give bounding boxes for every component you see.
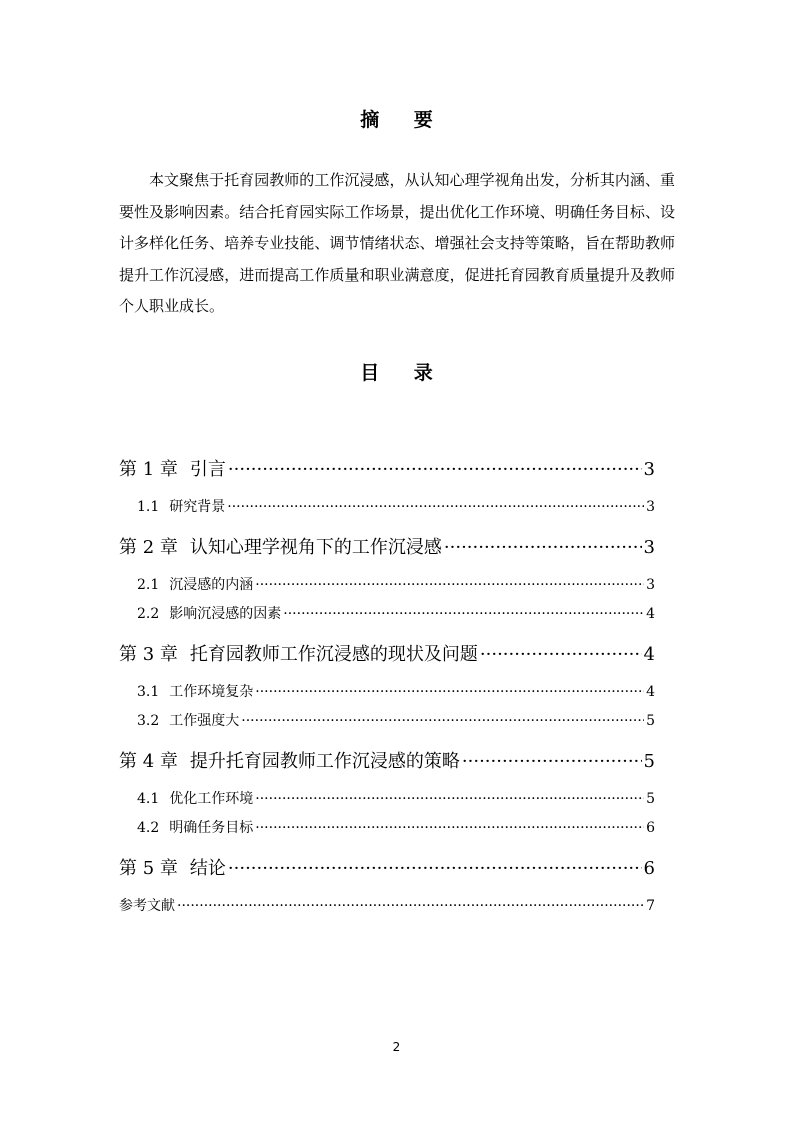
abstract-body: 本文聚焦于托育园教师的工作沉浸感，从认知心理学视角出发，分析其内涵、重要性及影响因素。结合托育园实际工作场景，提出优化工作环境、明确任务目标、设计多样化任务、培养专业技能、调节情绪状态、增强社会支持等策略，旨在帮助教师提升工作沉浸感，进而提高工作质量和职业满意度，促进托育园教育质量提升及教师个人职业成长。 (119, 171, 675, 315)
dot-leader (255, 791, 644, 807)
toc-entry-page: 3 (643, 459, 655, 480)
toc-entry-title: 引言 (189, 459, 226, 480)
dot-leader (228, 858, 642, 879)
toc-entry-page: 6 (646, 820, 655, 836)
dot-leader (255, 577, 644, 593)
toc-entry-number: 4.1 (137, 791, 160, 807)
toc-entry-title: 优化工作环境 (169, 791, 254, 807)
toc-entry-title: 工作强度大 (169, 713, 240, 729)
toc-entry-section-2-2[interactable] (119, 603, 655, 623)
toc-entry-section-2-1[interactable] (119, 574, 655, 594)
dot-leader (241, 713, 644, 729)
toc-entry-page: 4 (643, 644, 655, 665)
toc-entry-references[interactable] (119, 895, 655, 915)
toc-entry-number: 2.2 (137, 606, 160, 622)
toc-entry-title: 明确任务目标 (169, 820, 254, 836)
toc-entry-number: 第 3 章 (119, 644, 178, 665)
toc-entry-page: 3 (646, 499, 655, 515)
toc-entry-number: 第 2 章 (119, 537, 178, 558)
dot-leader (480, 644, 642, 665)
toc-entry-section-3-2[interactable] (119, 710, 655, 730)
dot-leader (283, 606, 644, 622)
toc-entry-page: 5 (646, 791, 655, 807)
toc-entry-page: 4 (646, 606, 655, 622)
toc-entry-page: 5 (643, 751, 655, 772)
toc-entry-page: 5 (646, 713, 655, 729)
page-number: 2 (392, 1040, 401, 1054)
toc-entry-number: 第 5 章 (119, 858, 178, 879)
toc-entry-title: 影响沉浸感的因素 (169, 606, 282, 622)
toc-entry-section-4-1[interactable] (119, 788, 655, 808)
toc-entry-title: 参考文献 (119, 898, 175, 914)
toc-entry-chapter-4[interactable] (119, 747, 655, 773)
dot-leader (462, 751, 642, 772)
toc-entry-number: 2.1 (137, 577, 160, 593)
toc-entry-chapter-5[interactable] (119, 854, 655, 880)
toc-title: 目 录 (360, 362, 447, 384)
toc-entry-section-4-2[interactable] (119, 817, 655, 837)
toc-entry-title: 认知心理学视角下的工作沉浸感 (189, 537, 442, 558)
dot-leader (255, 820, 644, 836)
toc-entry-page: 6 (643, 858, 655, 879)
toc-entry-number: 第 4 章 (119, 751, 178, 772)
toc-entry-page: 3 (643, 537, 655, 558)
toc-entry-title: 沉浸感的内涵 (169, 577, 254, 593)
toc-entry-number: 3.2 (137, 713, 160, 729)
abstract-title: 摘 要 (360, 109, 447, 131)
dot-leader (228, 459, 642, 480)
toc-entry-chapter-3[interactable] (119, 640, 655, 666)
toc-entry-chapter-1[interactable] (119, 455, 655, 481)
toc-entry-page: 7 (646, 898, 655, 914)
toc-entry-number: 1.1 (137, 499, 160, 515)
toc-entry-title: 提升托育园教师工作沉浸感的策略 (189, 751, 460, 772)
toc-entry-number: 第 1 章 (119, 459, 178, 480)
toc-entry-number: 3.1 (137, 684, 160, 700)
toc-entry-number: 4.2 (137, 820, 160, 836)
dot-leader (227, 499, 644, 515)
dot-leader (444, 537, 642, 558)
dot-leader (255, 684, 644, 700)
toc-entry-page: 4 (646, 684, 655, 700)
toc-entry-title: 托育园教师工作沉浸感的现状及问题 (189, 644, 478, 665)
toc-entry-chapter-2[interactable] (119, 533, 655, 559)
toc-entry-title: 结论 (189, 858, 226, 879)
toc-entry-title: 工作环境复杂 (169, 684, 254, 700)
toc-entry-section-1-1[interactable] (119, 496, 655, 516)
toc-entry-title: 研究背景 (169, 499, 226, 515)
toc-entry-page: 3 (646, 577, 655, 593)
dot-leader (177, 898, 644, 914)
toc-entry-section-3-1[interactable] (119, 681, 655, 701)
